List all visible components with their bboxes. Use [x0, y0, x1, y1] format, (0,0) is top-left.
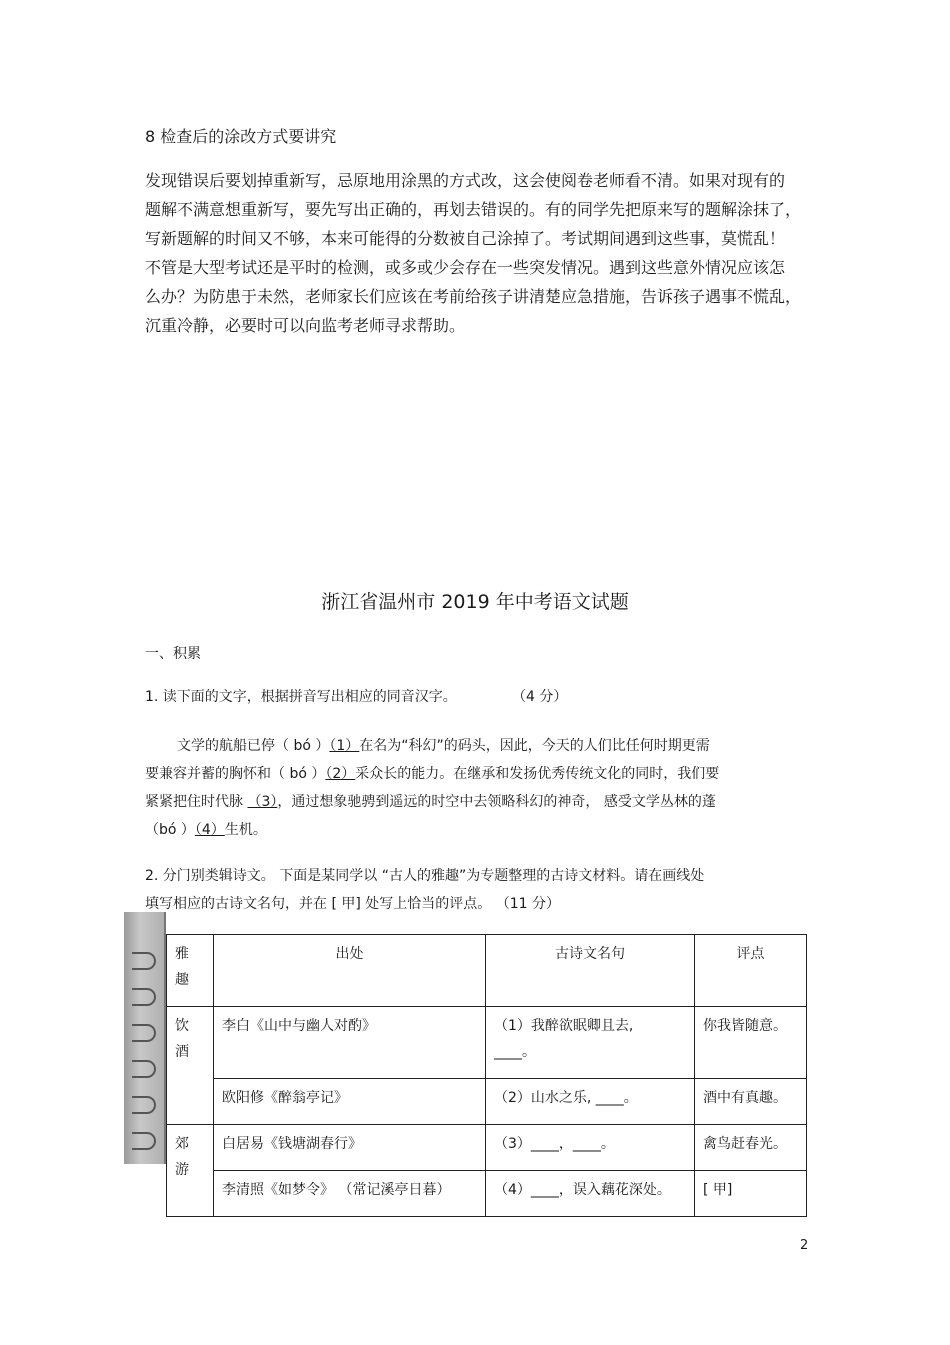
section-label: 一、积累 — [145, 646, 201, 662]
paragraph-line: 不管是大型考试还是平时的检测，或多或少会存在一些突发情况。遇到这些意外情况应该怎 — [145, 258, 786, 277]
poetry-table — [166, 934, 807, 1217]
question-1-prompt — [145, 686, 568, 706]
verse-cell: （3）____，____。 — [486, 1125, 695, 1171]
comment-cell: 你我皆随意。 — [695, 1007, 807, 1079]
paragraph-line: 写新题解的时间又不够，本来可能得的分数被自己涂掉了。考试期间遇到这些事，莫慌乱！ — [145, 229, 786, 248]
ring-icon — [132, 988, 156, 1006]
table-row — [167, 1079, 807, 1125]
verse-cell: （4）____，误入藕花深处。 — [486, 1171, 695, 1217]
table-row — [167, 1007, 807, 1079]
category-cell: 郊 游 — [167, 1125, 214, 1217]
blank-2: （2） — [325, 766, 356, 782]
paragraph-line: 沉重冷静，必要时可以向监考老师寻求帮助。 — [145, 316, 466, 335]
passage-line: 文学的航船已停（ bó ）（1）在名为“科幻”的码头，因此，今天的人们比任何时期更需 — [177, 738, 710, 754]
header-verse: 古诗文名句 — [486, 935, 695, 1007]
category-cell: 饮 酒 — [167, 1007, 214, 1125]
table-row — [167, 1125, 807, 1171]
ring-icon — [132, 1060, 156, 1078]
table-header-row — [167, 935, 807, 1007]
ring-icon — [132, 952, 156, 970]
passage-line: 要兼容并蓄的胸怀和（ bó ）（2）采众长的能力。在继承和发扬优秀传统文化的同时，我们要 — [145, 766, 720, 782]
paragraph-line: 题解不满意想重新写，要先写出正确的，再划去错误的。有的同学先把原来写的题解涂抹了， — [145, 200, 802, 219]
binder-rings-image — [124, 912, 166, 1164]
blank-3: （3） — [247, 794, 278, 810]
question-score: （4 分） — [512, 689, 568, 705]
question-text: 1. 读下面的文字，根据拼音写出相应的同音汉字。 — [145, 689, 457, 705]
verse-cell: （2）山水之乐, ____。 — [486, 1079, 695, 1125]
verse-cell: （1）我醉欲眠卿且去, ____。 — [486, 1007, 695, 1079]
section-heading: 8 检查后的涂改方式要讲究 — [145, 127, 337, 146]
header-category: 雅 趣 — [167, 935, 214, 1007]
section-paragraph — [145, 166, 825, 340]
page-number: 2 — [800, 1238, 809, 1253]
source-cell: 白居易《钱塘湖春行》 — [214, 1125, 486, 1171]
passage-line: （bó ）（4）生机。 — [145, 822, 267, 838]
paragraph-line: 么办？为防患于未然，老师家长们应该在考前给孩子讲清楚应急措施，告诉孩子遇事不慌乱， — [145, 287, 802, 306]
header-source: 出处 — [214, 935, 486, 1007]
passage-line: 紧紧把住时代脉 （3），通过想象驰骋到遥远的时空中去领略科幻的神奇， 感受文学丛林的蓬 — [145, 794, 716, 810]
source-cell: 李白《山中与幽人对酌》 — [214, 1007, 486, 1079]
question-2-prompt — [145, 862, 704, 918]
ring-icon — [132, 1132, 156, 1150]
question-line: 填写相应的古诗文名句，并在 [ 甲] 处写上恰当的评点。 （11 分） — [145, 896, 560, 912]
table-row — [167, 1171, 807, 1217]
header-comment: 评点 — [695, 935, 807, 1007]
source-cell: 李清照《如梦令》 （常记溪亭日暮） — [214, 1171, 486, 1217]
comment-cell: 酒中有真趣。 — [695, 1079, 807, 1125]
ring-icon — [132, 1024, 156, 1042]
comment-cell: 禽鸟赶春光。 — [695, 1125, 807, 1171]
paragraph-line: 发现错误后要划掉重新写，忌原地用涂黑的方式改，这会使阅卷老师看不清。如果对现有的 — [145, 171, 786, 190]
exam-title: 浙江省温州市 2019 年中考语文试题 — [321, 591, 629, 613]
ring-icon — [132, 1096, 156, 1114]
question-1-passage — [145, 732, 719, 844]
blank-4: （4） — [194, 822, 225, 838]
comment-cell: [ 甲] — [695, 1171, 807, 1217]
question-line: 2. 分门别类辑诗文。 下面是某同学以 “古人的雅趣”为专题整理的古诗文材料。请在画线处 — [145, 868, 705, 884]
blank-1: （1） — [329, 738, 360, 754]
source-cell: 欧阳修《醉翁亭记》 — [214, 1079, 486, 1125]
